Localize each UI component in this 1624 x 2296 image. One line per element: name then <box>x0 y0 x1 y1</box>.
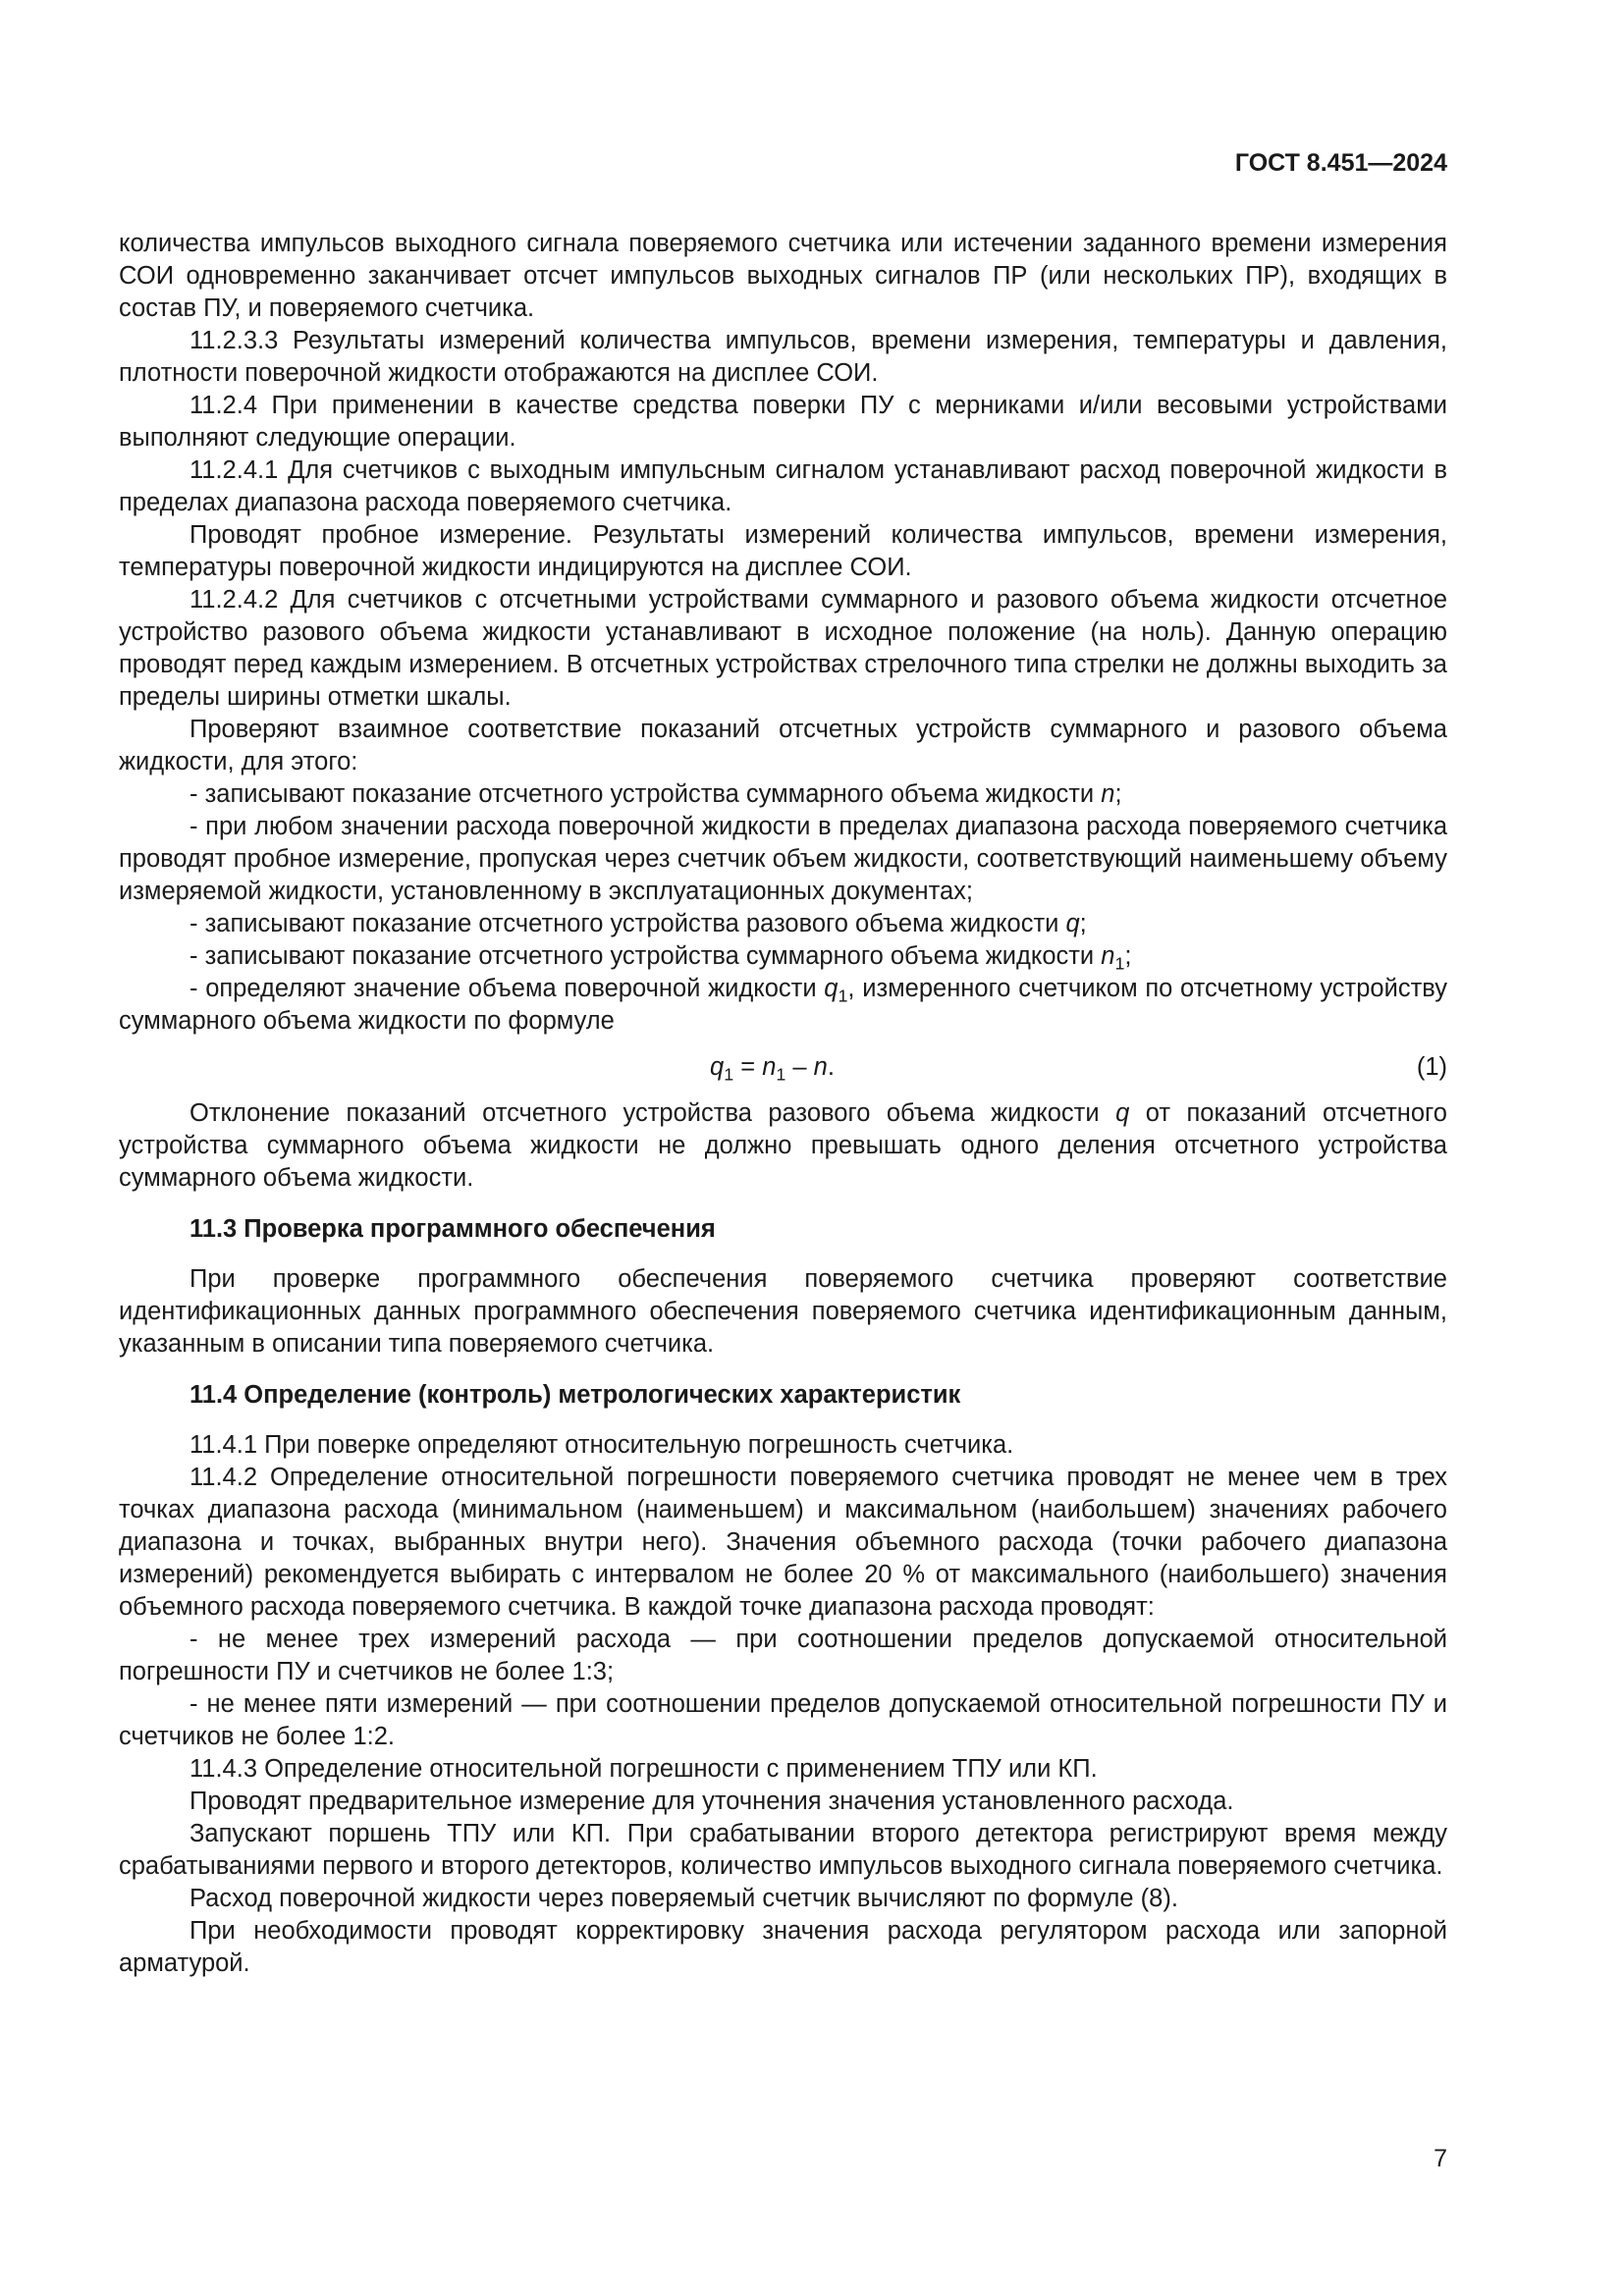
formula-expression <box>710 1051 835 1084</box>
list-item: - при любом значении расхода поверочной жидкости в пределах диапазона расхода поверяемого счетчика проводят пробное измерение, пропуская через счетчик объем жидкости, соответствующий наименьшему объему измеряемой жидкости, установленному в эксплуатационных документах; <box>119 813 1447 905</box>
paragraph: 11.2.4.1 Для счетчиков с выходным импульсным сигналом устанавливают расход поверочной жидкости в пределах диапазона расхода поверяемого счетчика. <box>119 456 1447 516</box>
list-item <box>119 778 1447 811</box>
list-item-end: ; <box>1124 942 1132 970</box>
paragraph: Расход поверочной жидкости через поверяемый счетчик вычисляют по формуле (8). <box>189 1885 1178 1912</box>
list-item <box>119 940 1447 973</box>
variable: n <box>1101 942 1115 970</box>
list-item-text: - определяют значение объема поверочной жидкости <box>189 975 825 1002</box>
variable: n <box>1101 780 1115 808</box>
list-item-end: ; <box>1114 780 1122 808</box>
paragraph <box>119 1097 1447 1195</box>
formula-end: . <box>827 1053 835 1081</box>
variable: q <box>1065 910 1080 937</box>
list-item <box>119 908 1447 940</box>
formula-number: (1) <box>1416 1053 1447 1081</box>
list-item <box>119 973 1447 1038</box>
list-item-text: - записывают показание отсчетного устройства суммарного объема жидкости <box>189 942 1102 970</box>
paragraph: 11.4.2 Определение относительной погрешности поверяемого счетчика проводят не менее чем в трех точках диапазона расхода (минимальном (наименьшем) и максимальном (наибольшем) значениях рабочего диапазона и точках, выбранных внутри него). Значения объемного расхода (точки рабочего диапазона измерений) рекомендуется выбирать с интервалом не более 20 % от максимального (наибольшего) значения объемного расхода поверяемого счетчика. В каждой точке диапазона расхода проводят: <box>119 1464 1447 1621</box>
paragraph: 11.2.4 При применении в качестве средства поверки ПУ с мерниками и/или весовыми устройствами выполняют следующие операции. <box>119 392 1447 452</box>
list-item-text: - записывают показание отсчетного устройства разового объема жидкости <box>189 910 1066 937</box>
paragraph: количества импульсов выходного сигнала поверяемого счетчика или истечении заданного времени измерения СОИ одновременно заканчивает отсчет импульсов выходных сигналов ПР (или нескольких ПР), входящих в состав ПУ, и поверяемого счетчика. <box>119 230 1447 322</box>
formula-var: n <box>813 1053 828 1081</box>
formula-sub: 1 <box>776 1064 786 1085</box>
list-item: - не менее трех измерений расхода — при соотношении пределов допускаемой относительной погрешности ПУ и счетчиков не более 1:3; <box>119 1626 1447 1685</box>
list-item-end: ; <box>1079 910 1087 937</box>
paragraph: При проверке программного обеспечения поверяемого счетчика проверяют соответствие идентификационных данных программного обеспечения поверяемого счетчика идентификационным данным, указанным в описании типа поверяемого счетчика. <box>119 1265 1447 1358</box>
paragraph: 11.4.3 Определение относительной погрешности с применением ТПУ или КП. <box>189 1755 1098 1783</box>
variable: q <box>1115 1099 1130 1127</box>
formula-op: = <box>733 1053 763 1081</box>
page-number: 7 <box>1434 2145 1447 2172</box>
paragraph: 11.4.1 При поверке определяют относительную погрешность счетчика. <box>189 1431 1014 1459</box>
document-body <box>119 228 1447 1980</box>
paragraph-text: Отклонение показаний отсчетного устройства разового объема жидкости <box>189 1099 1116 1127</box>
formula-var: q <box>710 1053 725 1081</box>
formula-op: – <box>785 1053 814 1081</box>
list-item-end: , измеренного счетчиком по отсчетному устройству суммарного объема жидкости по формуле <box>119 975 1448 1035</box>
document-id-header: ГОСТ 8.451—2024 <box>1234 149 1447 177</box>
paragraph-text: от показаний отсчетного устройства суммарного объема жидкости не должно превышать одного деления отсчетного устройства суммарного объема жидкости. <box>119 1099 1447 1192</box>
paragraph: Запускают поршень ТПУ или КП. При срабатывании второго детектора регистрируют время между срабатываниями первого и второго детекторов, количество импульсов выходного сигнала поверяемого счетчика. <box>119 1820 1447 1880</box>
paragraph: 11.2.3.3 Результаты измерений количества импульсов, времени измерения, температуры и давления, плотности поверочной жидкости отображаются на дисплее СОИ. <box>119 327 1447 387</box>
paragraph: Проводят пробное измерение. Результаты измерений количества импульсов, времени измерения, температуры поверочной жидкости индицируются на дисплее СОИ. <box>119 521 1447 581</box>
paragraph: Проверяют взаимное соответствие показаний отсчетных устройств суммарного и разового объема жидкости, для этого: <box>119 716 1447 775</box>
subscript: 1 <box>1114 953 1125 974</box>
paragraph: При необходимости проводят корректировку значения расхода регулятором расхода или запорной арматурой. <box>119 1917 1447 1977</box>
paragraph: 11.2.4.2 Для счетчиков с отсчетными устройствами суммарного и разового объема жидкости отсчетное устройство разового объема жидкости устанавливают в исходное положение (на ноль). Данную операцию проводят перед каждым измерением. В отсчетных устройствах стрелочного типа стрелки не должны выходить за пределы ширины отметки шкалы. <box>119 586 1447 711</box>
subscript: 1 <box>838 986 848 1006</box>
list-item-text: - записывают показание отсчетного устройства суммарного объема жидкости <box>189 780 1102 808</box>
formula-sub: 1 <box>724 1064 734 1085</box>
variable: q <box>824 975 839 1002</box>
section-heading: 11.4 Определение (контроль) метрологических характеристик <box>189 1381 961 1409</box>
section-heading: 11.3 Проверка программного обеспечения <box>189 1215 716 1243</box>
formula <box>119 1051 1447 1084</box>
formula-var: n <box>762 1053 777 1081</box>
list-item: - не менее пяти измерений — при соотношении пределов допускаемой относительной погрешности ПУ и счетчиков не более 1:2. <box>119 1690 1447 1750</box>
paragraph: Проводят предварительное измерение для уточнения значения установленного расхода. <box>189 1788 1234 1815</box>
